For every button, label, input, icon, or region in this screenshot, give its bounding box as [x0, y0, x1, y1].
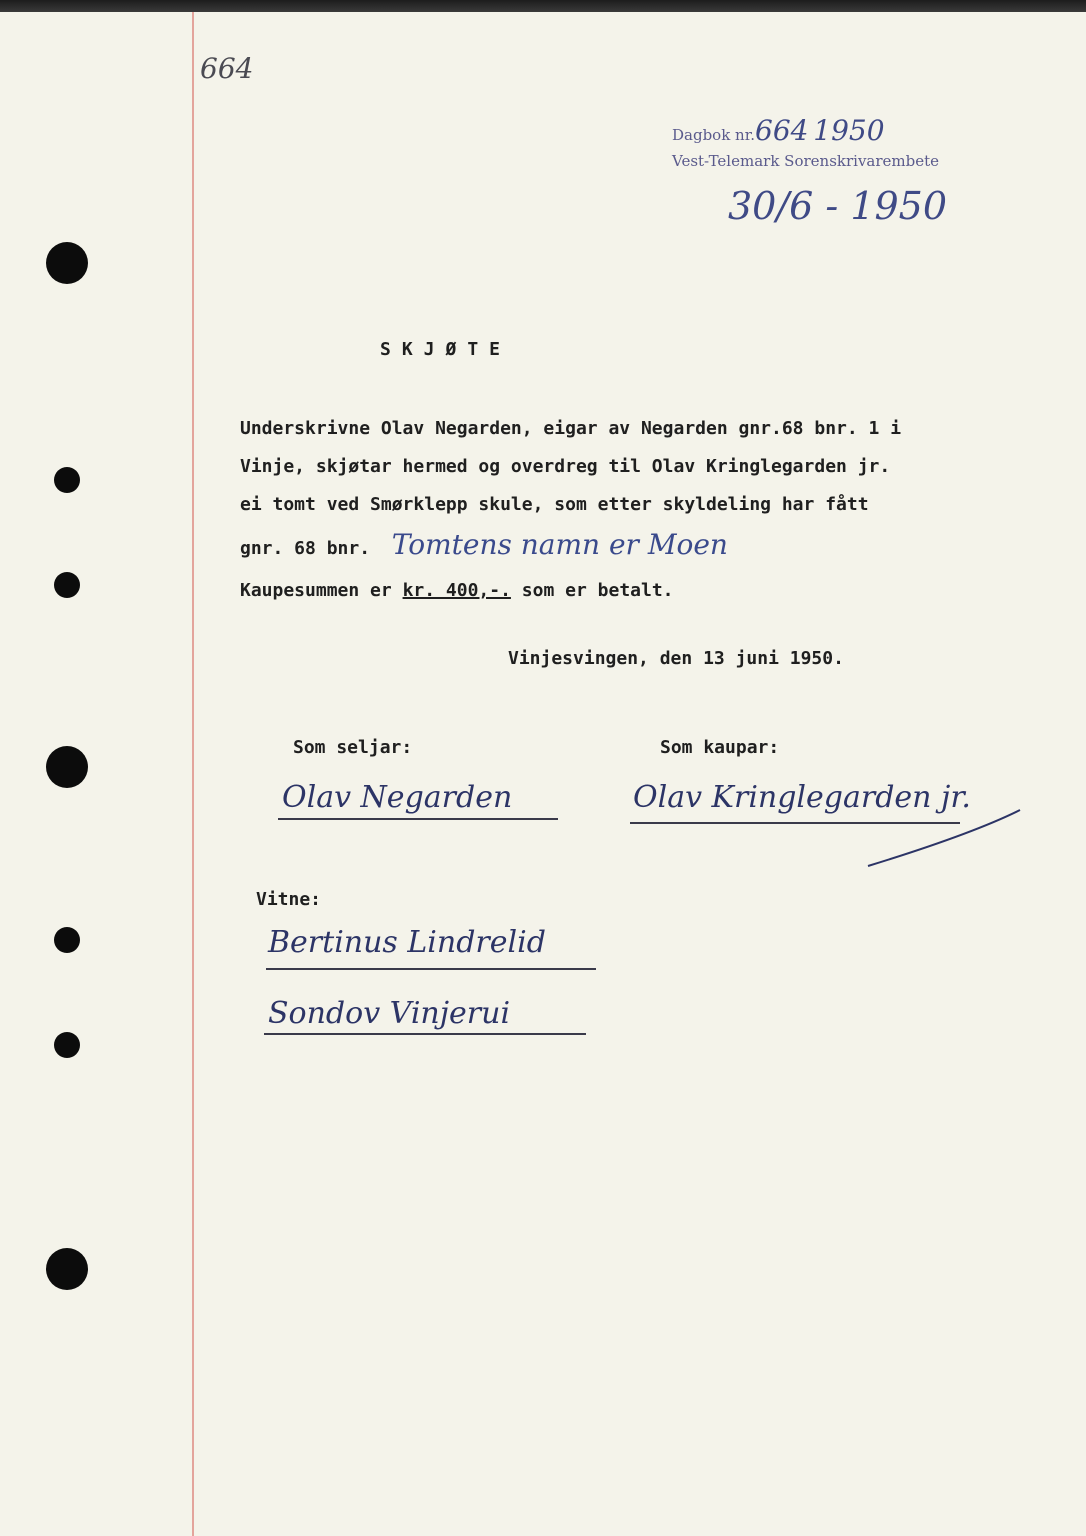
witness-signature-1: Bertinus Lindrelid [268, 925, 546, 960]
punch-hole [46, 242, 88, 284]
signature-flourish [860, 800, 1030, 870]
stamp-number: 664 [755, 114, 809, 147]
witness-signature-line-2 [264, 1033, 586, 1035]
punch-hole [46, 1248, 88, 1290]
punch-hole [54, 572, 80, 598]
buyer-signature: Olav Kringlegarden jr. [633, 780, 971, 815]
stamp-line-1 [672, 114, 939, 148]
purchase-amount: kr. 400,-. [402, 580, 511, 601]
punch-hole [54, 467, 80, 493]
body-line-5 [240, 580, 674, 601]
witness-signature-line-1 [266, 968, 596, 970]
scan-edge [0, 0, 1086, 12]
registry-stamp [672, 114, 940, 174]
stamp-date: 30/6 - 1950 [728, 184, 948, 228]
line5-prefix: Kaupesummen er [240, 580, 392, 601]
line4-handwritten: Tomtens namn er Moen [391, 528, 728, 561]
punch-hole [54, 1032, 80, 1058]
body-line-1: Underskrivne Olav Negarden, eigar av Negarden gnr.68 bnr. 1 i [240, 418, 902, 439]
stamp-line-2: Vest-Telemark Sorenskrivarembete [672, 152, 940, 170]
margin-page-number: 664 [200, 52, 254, 85]
body-line-3: ei tomt ved Smørklepp skule, som etter skyldeling har fått [240, 494, 869, 515]
stamp-year: 1950 [813, 114, 885, 147]
line5-suffix: som er betalt. [521, 580, 674, 601]
body-line-2: Vinje, skjøtar hermed og overdreg til Olav Kringlegarden jr. [240, 456, 891, 477]
punch-hole [54, 927, 80, 953]
witness-signature-2: Sondov Vinjerui [268, 996, 511, 1031]
seller-label: Som seljar: [293, 737, 413, 758]
witness-label: Vitne: [256, 889, 322, 910]
body-line-4 [240, 528, 728, 561]
buyer-label: Som kaupar: [660, 737, 780, 758]
place-date: Vinjesvingen, den 13 juni 1950. [508, 648, 844, 669]
stamp-prefix: Dagbok nr. [672, 126, 756, 144]
margin-rule [192, 12, 194, 1536]
seller-signature: Olav Negarden [282, 780, 513, 815]
document-title: SKJØTE [380, 339, 512, 360]
line4-typed: gnr. 68 bnr. [240, 538, 371, 559]
seller-signature-line [278, 818, 558, 820]
punch-hole [46, 746, 88, 788]
